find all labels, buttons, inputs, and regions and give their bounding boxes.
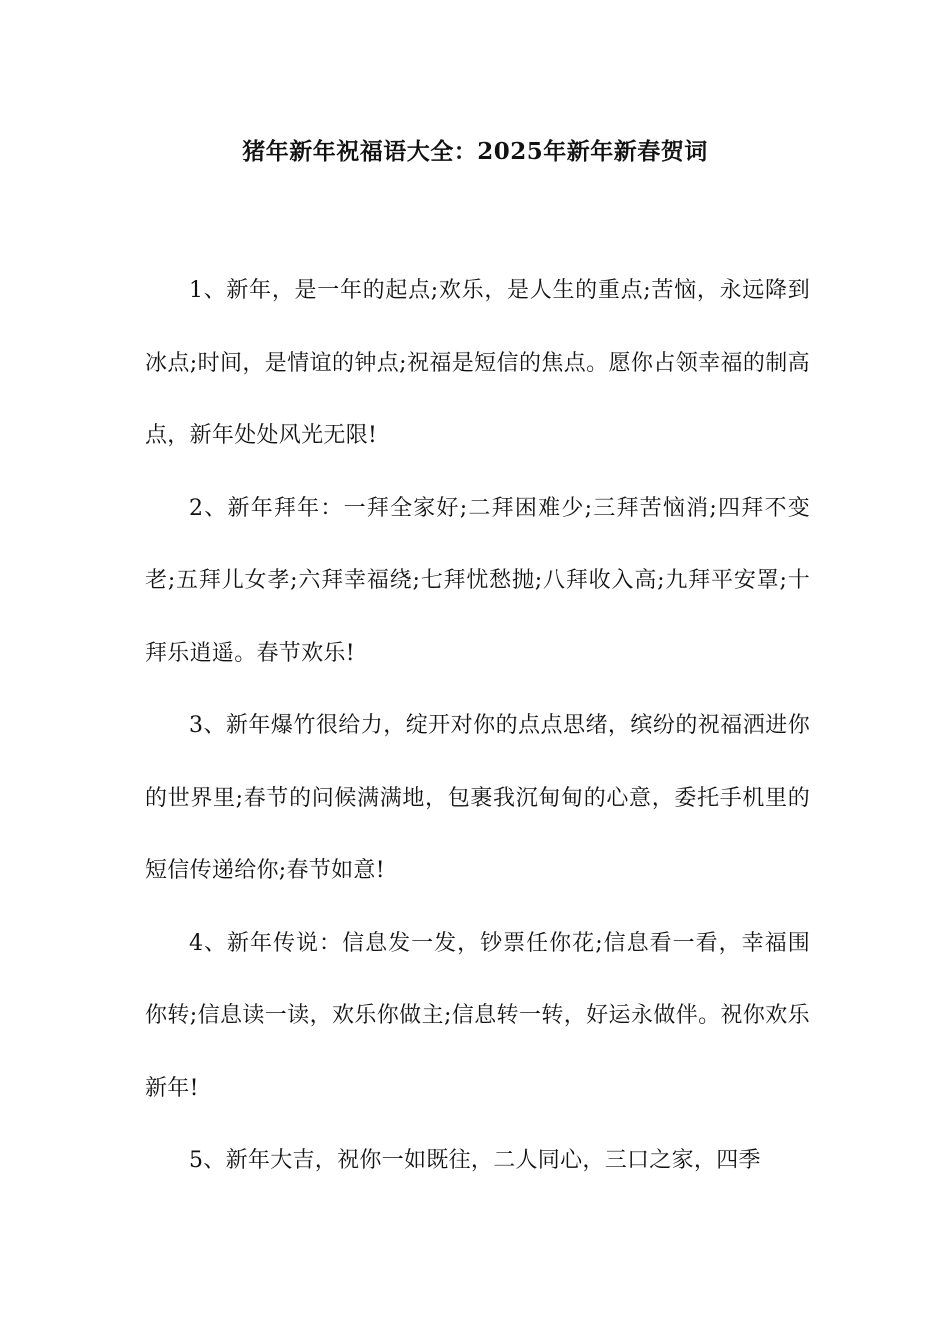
paragraph-4: 4、新年传说：信息发一发，钞票任你花;信息看一看，幸福围你转;信息读一读，欢乐你做主;信息转一转，好运永做伴。祝你欢乐新年!: [145, 930, 810, 1101]
paragraph-1: 1、新年，是一年的起点;欢乐，是人生的重点;苦恼，永远降到冰点;时间，是情谊的钟点;祝福是短信的焦点。愿你占领幸福的制高点，新年处处风光无限!: [145, 278, 810, 448]
paragraph-2: 2、新年拜年：一拜全家好;二拜困难少;三拜苦恼消;四拜不变老;五拜儿女孝;六拜幸福绕;七拜忧愁抛;八拜收入高;九拜平安罩;十拜乐逍遥。春节欢乐!: [145, 495, 810, 666]
document-body: [145, 255, 810, 1198]
document-title: 猪年新年祝福语大全：2025年新年新春贺词: [242, 138, 708, 165]
paragraph-5: 5、新年大吉，祝你一如既往，二人同心，三口之家，四季: [189, 1148, 761, 1173]
paragraph-3: 3、新年爆竹很给力，绽开对你的点点思绪，缤纷的祝福洒进你的世界里;春节的问候满满地，包裹我沉甸甸的心意，委托手机里的短信传递给你;春节如意!: [145, 713, 810, 883]
